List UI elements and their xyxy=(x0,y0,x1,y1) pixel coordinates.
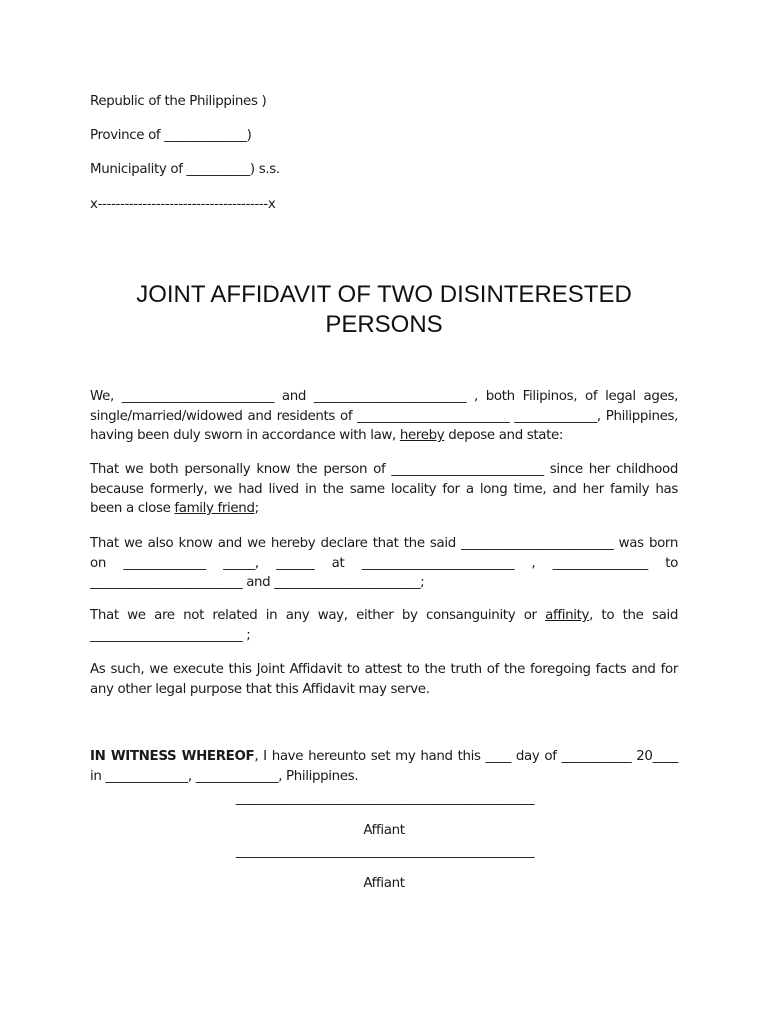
header-municipality: Municipality of __________) s.s. xyxy=(90,162,280,177)
paragraph-not-related-text: That we are not related in any way, either by consanguinity or xyxy=(90,608,546,623)
signature-line-1: _______________________________________________ xyxy=(235,791,535,806)
paragraph-acquaintance-tail: ; xyxy=(254,501,259,516)
header-republic: Republic of the Philippines ) xyxy=(90,94,267,109)
title-line-2: PERSONS xyxy=(325,311,443,338)
header-separator: x--------------------------------------x xyxy=(90,197,276,212)
paragraph-purpose xyxy=(90,660,682,699)
signature-label-1: Affiant xyxy=(363,823,405,838)
witness-text: , I have hereunto set my hand this ____ day of ___________ 20____ in _____________, _____________, Philippines. xyxy=(90,749,682,784)
hereby-link[interactable]: hereby xyxy=(399,428,445,443)
paragraph-purpose-text: As such, we execute this Joint Affidavit to attest to the truth of the foregoing facts and for any other legal purpose that this Affidavit may serve. xyxy=(90,662,682,697)
header-province: Province of _____________) xyxy=(90,128,252,143)
paragraph-not-related xyxy=(90,606,682,645)
title-line-1: JOINT AFFIDAVIT OF TWO DISINTERESTED xyxy=(136,281,632,308)
paragraph-acquaintance-text: That we both personally know the person of ________________________ since her childhood because formerly, we had lived in the same locality for a long time, and her family has been a close xyxy=(90,462,682,516)
paragraph-introduction-text: We, ________________________ and ________________________ , both Filipinos, of legal ages, single/married/widowed and residents of ________________________ _____________, Philippines, having been duly sworn in accordance with law, xyxy=(90,389,682,443)
signature-line-2: _______________________________________________ xyxy=(235,844,535,859)
paragraph-witness xyxy=(90,747,682,786)
family-friend-link[interactable]: family friend xyxy=(174,501,255,516)
paragraph-birth-text: That we also know and we hereby declare that the said ________________________ was born on _____________ _____, ______ at ________________________ , _______________ to ________________________ and _______________________; xyxy=(90,536,682,590)
witness-heading: IN WITNESS WHEREOF xyxy=(90,749,255,764)
affinity-link[interactable]: affinity xyxy=(545,608,590,623)
paragraph-acquaintance xyxy=(90,460,682,519)
document-title xyxy=(90,280,678,340)
signature-label-2: Affiant xyxy=(363,876,405,891)
paragraph-not-related-tail: , to the said ________________________ ; xyxy=(90,608,682,643)
affidavit-page xyxy=(90,0,682,1024)
paragraph-introduction-tail: depose and state: xyxy=(444,428,564,443)
paragraph-introduction xyxy=(90,387,682,446)
paragraph-birth-declaration xyxy=(90,534,682,593)
